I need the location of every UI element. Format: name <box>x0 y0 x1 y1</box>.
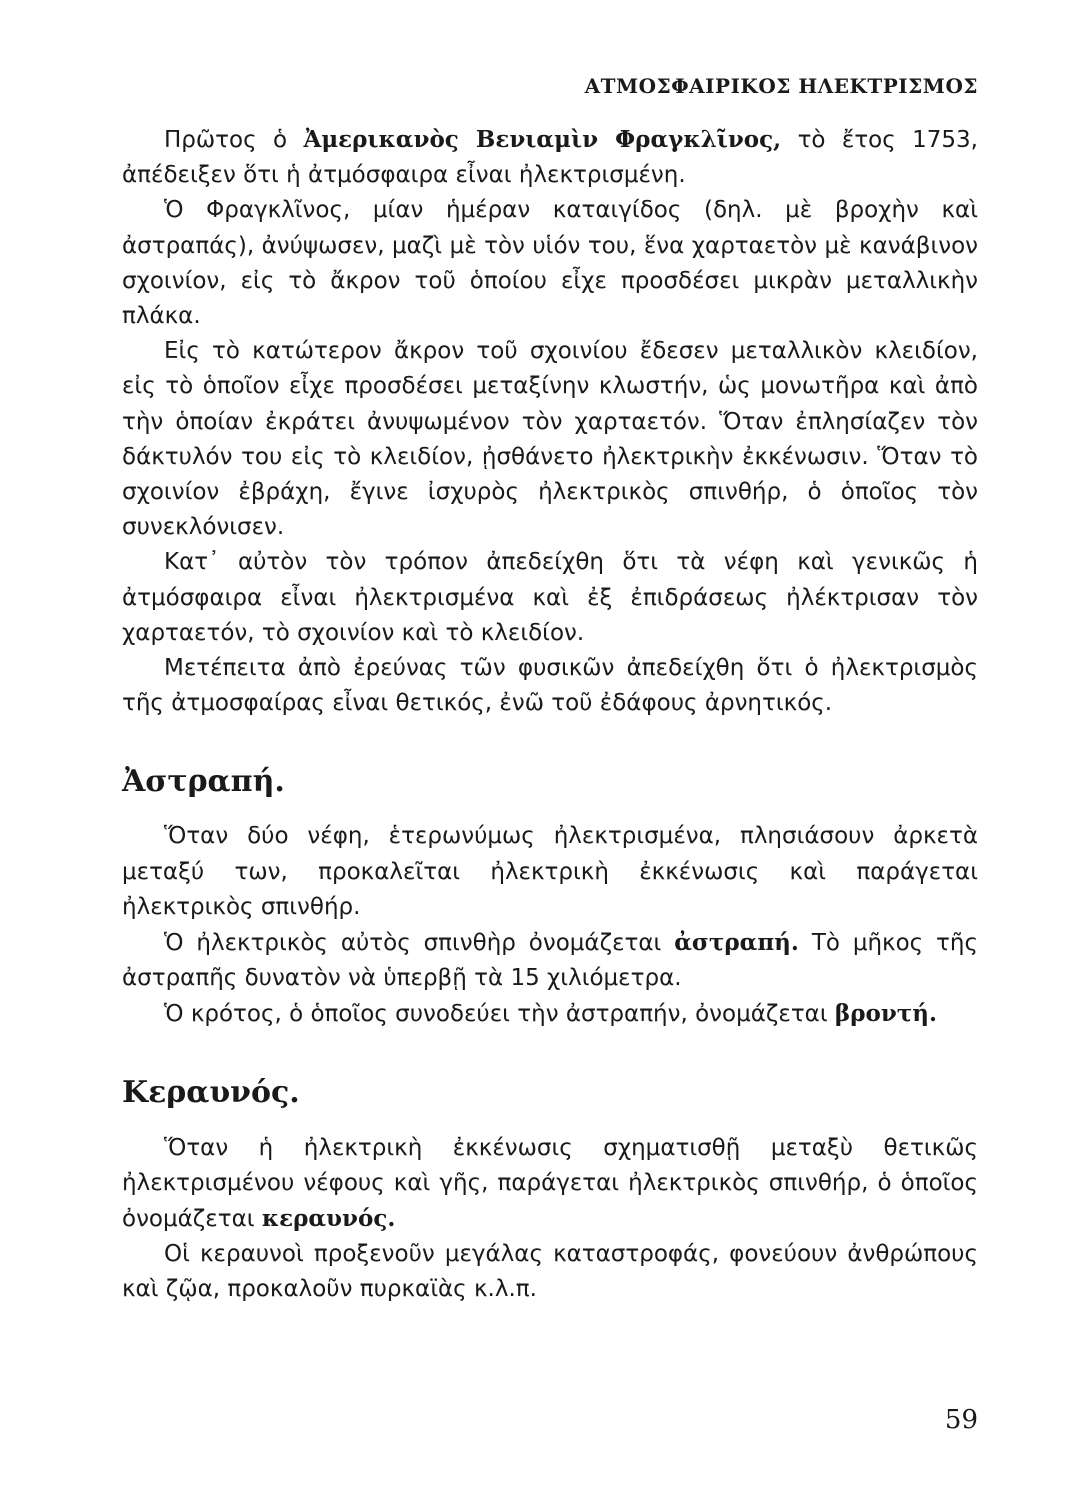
bold-name: Ἀμερικανὸς Βενιαμὶν Φραγκλῖνος, <box>303 126 782 153</box>
paragraph <box>122 925 978 996</box>
paragraph: Μετέπειτα ἀπὸ ἐρεύνας τῶν φυσικῶν ἀπεδείχθη ὅτι ὁ ἠλεκτρισμὸς τῆς ἀτμοσφαίρας εἶναι θετικός, ἐνῶ τοῦ ἐδάφους ἀρνητικός. <box>122 655 978 717</box>
paragraph: Εἰς τὸ κατώτερον ἄκρον τοῦ σχοινίου ἔδεσεν μεταλλικὸν κλειδίον, εἰς τὸ ὁποῖον εἶχε προσδέσει μεταξίνην κλωστήν, ὡς μονωτῆρα καὶ ἀπὸ τὴν ὁποίαν ἐκράτει ἀνυψωμένον τὸν χαρταετόν. Ὅταν ἐπλησίαζεν τὸν δάκτυλόν του εἰς τὸ κλειδίον, ᾐσθάνετο ἠλεκτρικὴν ἐκκένωσιν. Ὅταν τὸ σχοινίον ἐβράχη, ἔγινε ἰσχυρὸς ἠλεκτρικὸς σπινθήρ, ὁ ὁποῖος τὸν συνεκλόνισεν. <box>122 338 978 541</box>
bold-term: ἀστραπή. <box>674 929 799 957</box>
paragraph: Ὁ Φραγκλῖνος, μίαν ἡμέραν καταιγίδος (δηλ. μὲ βροχὴν καὶ ἀστραπάς), ἀνύψωσεν, μαζὶ μὲ τὸν υἱόν του, ἕνα χαρταετὸν μὲ κανάβινον σχοινίον, εἰς τὸ ἄκρον τοῦ ὁποίου εἶχε προσδέσει μικρὰν μεταλλικὴν πλάκα. <box>122 197 978 330</box>
paragraph <box>122 122 978 193</box>
text-span: Πρῶτος ὁ <box>164 127 304 153</box>
running-head: ΑΤΜΟΣΦΑΙΡΙΚΟΣ ΗΛΕΚΤΡΙΣΜΟΣ <box>584 74 978 98</box>
text-span: Ὅταν ἡ ἠλεκτρικὴ ἐκκένωσις σχηματισθῇ μεταξὺ θετικῶς ἠλεκτρισμένου νέφους καὶ γῆς, παράγεται ἠλεκτρικὸς σπινθήρ, ὁ ὁποῖος ὀνομάζεται <box>122 1134 978 1233</box>
text-span: Τὸ μῆκος τῆς ἀστραπῆς δυνατὸν νὰ ὑπερβῇ τὰ 15 χιλιόμετρα. <box>122 930 978 992</box>
bold-term: κεραυνός. <box>261 1205 396 1233</box>
paragraph: Ὅταν δύο νέφη, ἑτερωνύμως ἠλεκτρισμένα, πλησιάσουν ἀρκετὰ μεταξύ των, προκαλεῖται ἠλεκτρικὴ ἐκκένωσις καὶ παράγεται ἠλεκτρικὸς σπινθήρ. <box>122 823 978 920</box>
paragraph: Οἱ κεραυνοὶ προξενοῦν μεγάλας καταστροφάς, φονεύουν ἀνθρώπους καὶ ζῷα, προκαλοῦν πυρκαϊὰς κ.λ.π. <box>122 1241 978 1303</box>
text-span: τὸ ἔτος 1753, ἀπέδειξεν ὅτι ἡ ἀτμόσφαιρα εἶναι ἠλεκτρισμένη. <box>122 127 978 189</box>
paragraph <box>122 1131 978 1238</box>
section-heading-keraunos: Κεραυνός. <box>122 1074 300 1110</box>
paragraph <box>122 996 978 1032</box>
page-body <box>122 122 978 1308</box>
section-heading-astrapi: Ἀστραπή. <box>122 764 285 800</box>
page-number: 59 <box>944 1405 978 1435</box>
paragraph: Κατ᾿ αὐτὸν τὸν τρόπον ἀπεδείχθη ὅτι τὰ νέφη καὶ γενικῶς ἡ ἀτμόσφαιρα εἶναι ἠλεκτρισμένα καὶ ἐξ ἐπιδράσεως ἠλέκτρισαν τὸν χαρταετόν, τὸ σχοινίον καὶ τὸ κλειδίον. <box>122 549 978 646</box>
bold-term: βροντή. <box>834 1000 937 1028</box>
text-span: Ὁ κρότος, ὁ ὁποῖος συνοδεύει τὴν ἀστραπήν, ὀνομάζεται <box>164 1001 835 1028</box>
text-span: Ὁ ἠλεκτρικὸς αὐτὸς σπινθὴρ ὀνομάζεται <box>164 930 675 957</box>
